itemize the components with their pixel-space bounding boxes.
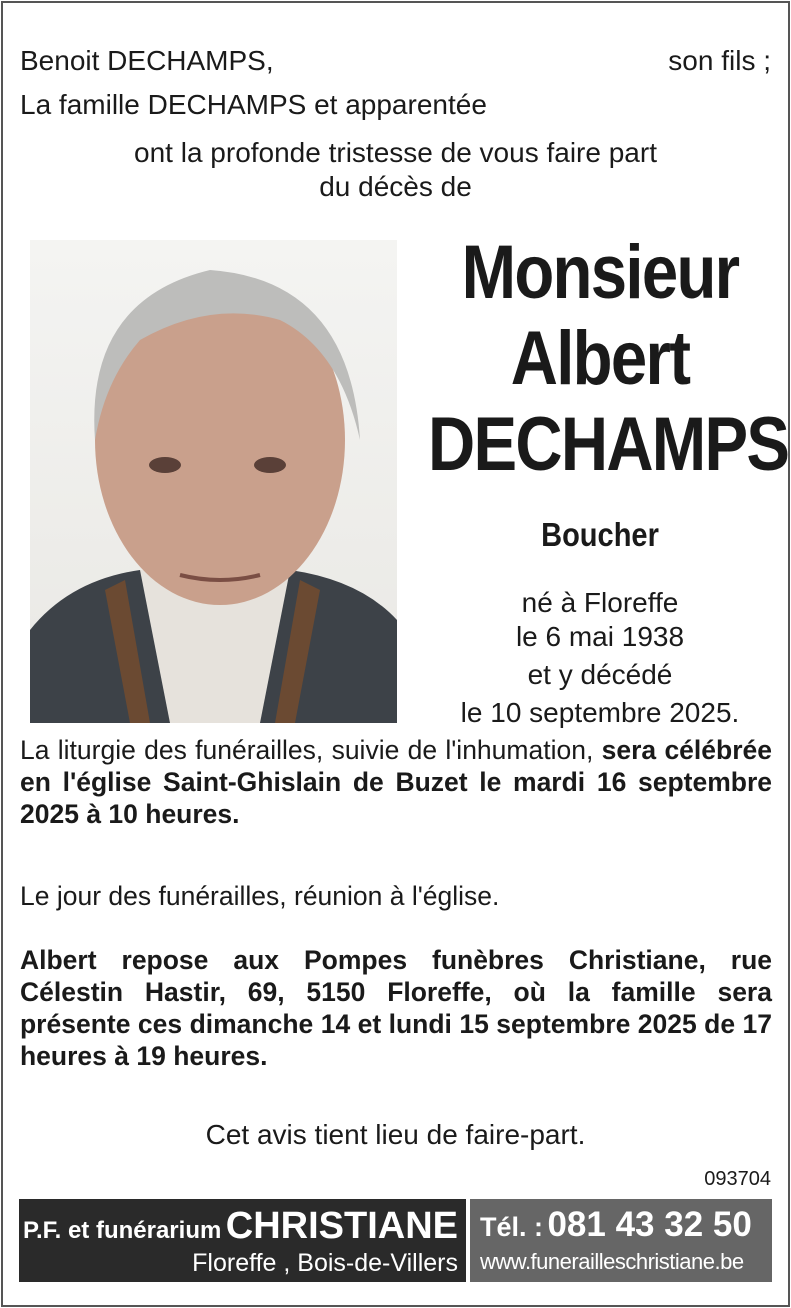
funeral-home-prefix: P.F. et funérarium: [23, 1217, 222, 1244]
funeral-home-banner: [19, 1199, 466, 1282]
born-date: le 6 mai 1938: [515, 621, 685, 652]
died-place: et y décédé: [527, 659, 673, 690]
intro-son: Benoit DECHAMPS,: [20, 45, 274, 76]
funeral-home-brand: CHRISTIANE: [225, 1205, 458, 1247]
intro-announce: [0, 136, 791, 170]
phone-line: [480, 1205, 752, 1245]
portrait-photo: [30, 240, 397, 723]
phone-number[interactable]: 081 43 32 50: [547, 1205, 752, 1244]
died-date: le 10 septembre 2025.: [460, 697, 740, 728]
deceased-profession: Boucher: [541, 516, 659, 553]
notice-statement: [0, 1118, 791, 1152]
website-link[interactable]: www.funerailleschristiane.be: [480, 1249, 744, 1274]
phone-label: Tél. :: [480, 1212, 544, 1242]
intro-deces-text: du décès de: [319, 171, 472, 202]
intro-announce-text: ont la profonde tristesse de vous faire part: [134, 137, 657, 168]
visitation-paragraph: Albert repose aux Pompes funèbres Christiane, rue Célestin Hastir, 69, 5150 Floreffe, où la famille sera présente ces dimanche 14 et lundi 15 septembre 2025 de 17 heures à 19 heures.: [20, 945, 772, 1071]
ceremony-details: sera célébrée en l'église Saint-Ghislain de Buzet le mardi 16 septembre 2025 à 10 heures.: [20, 735, 772, 829]
intro-family: La famille DECHAMPS et apparentée: [20, 89, 487, 120]
deceased-first-name: Albert: [510, 316, 690, 401]
gathering-paragraph: Le jour des funérailles, réunion à l'église.: [20, 881, 500, 911]
born-place: né à Floreffe: [521, 587, 679, 618]
deceased-last-name: DECHAMPS: [428, 402, 789, 487]
ceremony-paragraph: [20, 734, 772, 830]
notice-statement-text: Cet avis tient lieu de faire-part.: [205, 1119, 586, 1150]
funeral-home-name: [23, 1205, 458, 1248]
funeral-home-locations: Floreffe , Bois-de-Villers: [192, 1249, 458, 1277]
deceased-title: Monsieur: [461, 230, 739, 315]
ceremony-intro: La liturgie des funérailles, suivie de l'inhumation,: [20, 735, 594, 765]
intro-deces: [0, 170, 791, 204]
intro-son-relation: son fils ;: [668, 45, 771, 76]
contact-banner: [470, 1199, 772, 1282]
reference-number: 093704: [704, 1168, 771, 1190]
